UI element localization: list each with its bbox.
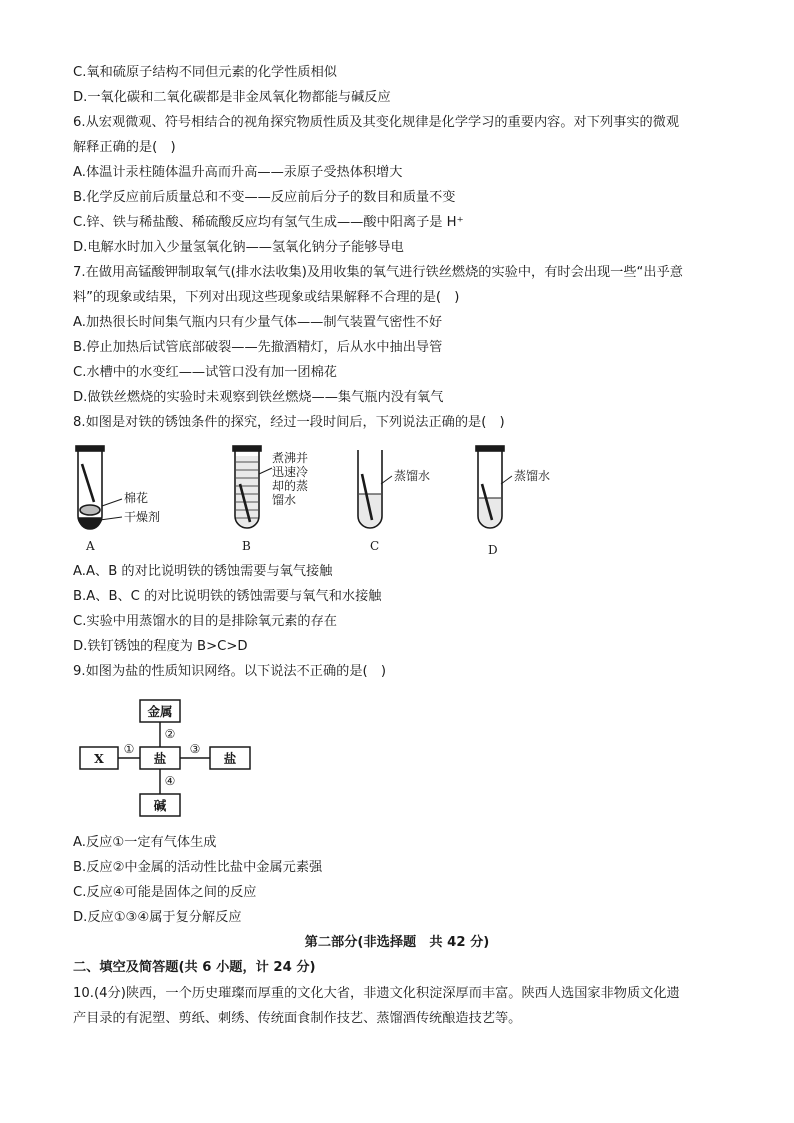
tube-b-label-3: 却的蒸 bbox=[272, 479, 309, 493]
part-title: 第二部分(非选择题 共 42 分) bbox=[304, 935, 490, 950]
option-a: A.A、B 的对比说明铁的锈蚀需要与氧气接触 bbox=[73, 564, 333, 579]
tube-a-label-cotton: 棉花 bbox=[124, 491, 149, 505]
option-b: B.反应②中金属的活动性比盐中金属元素强 bbox=[73, 860, 323, 875]
test-tubes-figure bbox=[60, 444, 580, 559]
caption-a: A bbox=[86, 539, 95, 553]
text-line: 产目录的有泥塑、剪纸、刺绣、传统面食制作技艺、蒸馏酒传统酿造技艺等。 bbox=[73, 1011, 522, 1026]
caption-b: B bbox=[242, 539, 251, 553]
text-line: D.一氧化碳和二氧化碳都是非金凤氧化物都能与碱反应 bbox=[73, 90, 391, 105]
option-d: D.反应①③④属于复分解反应 bbox=[73, 910, 242, 925]
tube-d-label: 蒸馏水 bbox=[514, 469, 551, 483]
tube-b-label-2: 迅速冷 bbox=[272, 465, 309, 479]
tube-a bbox=[76, 446, 122, 529]
tube-c-label: 蒸馏水 bbox=[394, 469, 431, 483]
caption-c: C bbox=[370, 539, 380, 553]
option-d: D.做铁丝燃烧的实验时未观察到铁丝燃烧——集气瓶内没有氧气 bbox=[73, 390, 444, 405]
text-line: C.氧和硫原子结构不同但元素的化学性质相似 bbox=[73, 65, 337, 80]
reaction-number-2: ② bbox=[164, 727, 176, 741]
caption-d: D bbox=[488, 543, 498, 557]
salt-network-figure bbox=[78, 698, 258, 823]
text-line: 解释正确的是( ) bbox=[73, 140, 176, 155]
box-salt-right: 盐 bbox=[223, 751, 237, 766]
box-x: X bbox=[94, 751, 104, 766]
question-9-stem: 9.如图为盐的性质知识网络。以下说法不正确的是( ) bbox=[73, 664, 386, 679]
box-metal: 金属 bbox=[147, 704, 173, 719]
tube-b-label-1: 煮沸并 bbox=[272, 451, 309, 465]
option-b: B.停止加热后试管底部破裂——先撤酒精灯，后从水中抽出导管 bbox=[73, 340, 443, 355]
option-b: B.A、B、C 的对比说明铁的锈蚀需要与氧气和水接触 bbox=[73, 589, 382, 604]
tube-a-label-desiccant: 干燥剂 bbox=[124, 510, 161, 524]
box-salt-center: 盐 bbox=[153, 751, 167, 766]
option-d: D.铁钉锈蚀的程度为 B>C>D bbox=[73, 639, 248, 654]
option-c: C.实验中用蒸馏水的目的是排除氧元素的存在 bbox=[73, 614, 337, 629]
option-a: A.体温计汞柱随体温升高而升高——汞原子受热体积增大 bbox=[73, 165, 403, 180]
tube-c bbox=[358, 450, 392, 528]
option-a: A.加热很长时间集气瓶内只有少量气体——制气装置气密性不好 bbox=[73, 315, 443, 330]
question-7-stem: 7.在做用高锰酸钾制取氧气(排水法收集)及用收集的氧气进行铁丝燃烧的实验中，有时会出现一些“出乎意 bbox=[73, 265, 683, 280]
question-10-stem: 10.(4分)陕西，一个历史璀璨而厚重的文化大省，非遗文化积淀深厚而丰富。陕西人选国家非物质文化遗 bbox=[73, 986, 680, 1001]
option-a: A.反应①一定有气体生成 bbox=[73, 835, 217, 850]
tube-d bbox=[476, 446, 512, 528]
tube-b bbox=[233, 446, 272, 528]
box-base: 碱 bbox=[153, 798, 167, 813]
tube-b-label-4: 馏水 bbox=[272, 493, 297, 507]
section-title: 二、填空及简答题(共 6 小题，计 24 分) bbox=[73, 960, 316, 975]
reaction-number-3: ③ bbox=[189, 742, 201, 756]
reaction-number-1: ① bbox=[123, 742, 135, 756]
option-c: C.锌、铁与稀盐酸、稀硫酸反应均有氢气生成——酸中阳离子是 H⁺ bbox=[73, 215, 464, 230]
option-c: C.反应④可能是固体之间的反应 bbox=[73, 885, 257, 900]
option-c: C.水槽中的水变红——试管口没有加一团棉花 bbox=[73, 365, 337, 380]
option-b: B.化学反应前后质量总和不变——反应前后分子的数目和质量不变 bbox=[73, 190, 456, 205]
question-6-stem: 6.从宏观微观、符号相结合的视角探究物质性质及其变化规律是化学学习的重要内容。对下列事实的微观 bbox=[73, 115, 680, 130]
reaction-number-4: ④ bbox=[164, 774, 176, 788]
question-8-stem: 8.如图是对铁的锈蚀条件的探究，经过一段时间后，下列说法正确的是( ) bbox=[73, 415, 505, 430]
text-line: 料”的现象或结果，下列对出现这些现象或结果解释不合理的是( ) bbox=[73, 290, 460, 305]
option-d: D.电解水时加入少量氢氧化钠——氢氧化钠分子能够导电 bbox=[73, 240, 404, 255]
